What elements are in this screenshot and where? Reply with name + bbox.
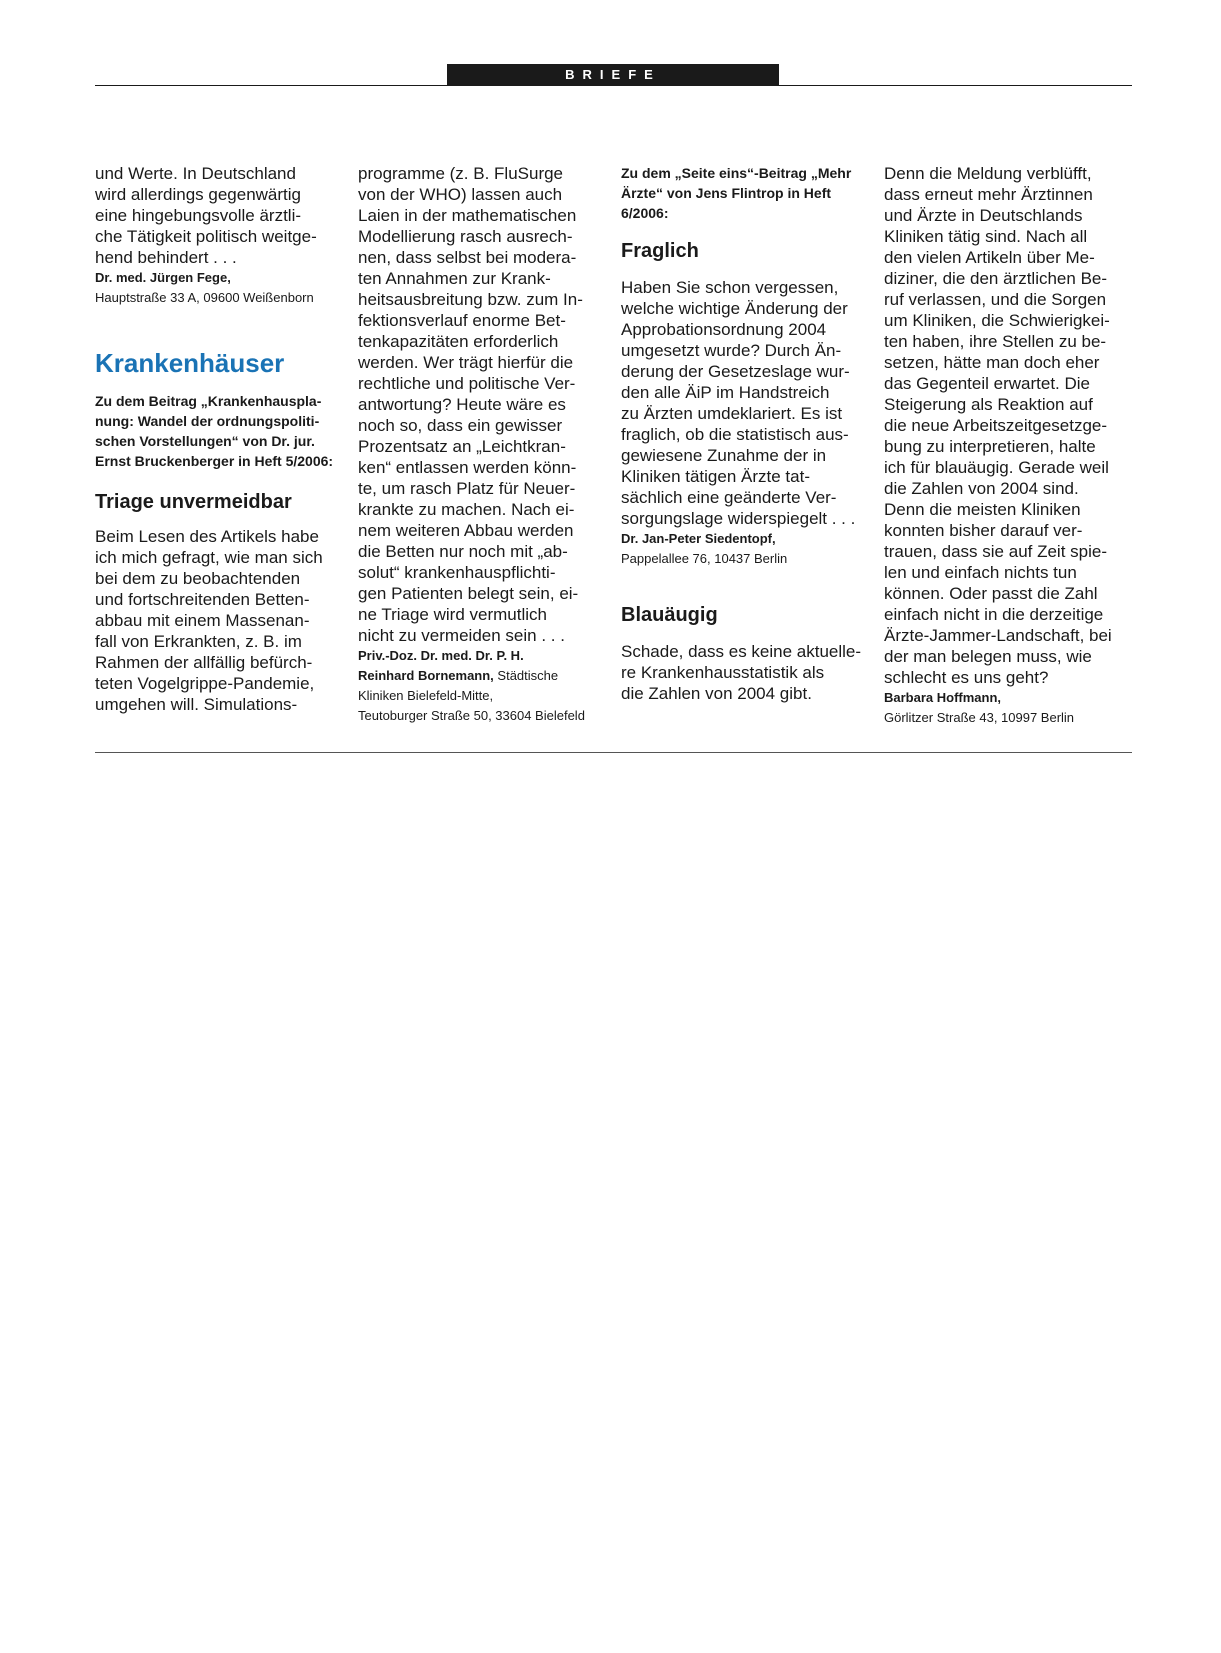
letter-body: programme (z. B. FluSurge von der WHO) lassen auch Laien in der mathematischen Modellierung rasch ausrech- nen, dass selbst bei moderа- ten Annahmen zur Krank- heitsausbreitung bzw. zum In- fektionsverlauf enorme Bet- tenkapazitäten erforderlich werden. Wer trägt hierfür die rechtliche und politische Ver- antwortung? Heute wäre es noch so, dass ein gewisser Prozentsatz an „Leichtkran- ken“ entlassen werden könn- te, um rasch Platz für Neuer- krankte zu machen. Nach ei- nem weiteren Abbau werden die Betten nur noch mit „ab- solut“ krankenhauspflichti- gen Patienten belegt sein, ei- ne Triage wird vermutlich nicht zu vermeiden sein . . . bbox=[358, 164, 583, 645]
letter-headline: Blauäugig bbox=[621, 604, 718, 626]
footer-rule bbox=[95, 752, 1132, 753]
signature-address: Pappelallee 76, 10437 Berlin bbox=[621, 551, 788, 566]
article-reference: Zu dem Beitrag „Krankenhauspla- nung: Wandel der ordnungspoliti- schen Vorstellungen“ von Dr. jur. Ernst Bruckenberger in Heft 5/2006: bbox=[95, 393, 334, 469]
column-3 bbox=[621, 163, 873, 704]
letter-body: Beim Lesen des Artikels habe ich mich gefragt, wie man sich bei dem zu beobachtenden und fortschreitenden Betten- abbau mit einem Massenan- fall von Erkrankten, z. B. im Rahmen der allfällig befürch- teten Vogelgrippe-Pandemie, umgehen will. Simulations- bbox=[95, 527, 323, 714]
letter-signature bbox=[884, 688, 1136, 728]
letter-signature bbox=[95, 268, 347, 308]
signature-address: Görlitzer Straße 43, 10997 Berlin bbox=[884, 710, 1075, 725]
signature-address: Kliniken Bielefeld-Mitte, Teutoburger Straße 50, 33604 Bielefeld bbox=[358, 688, 585, 723]
column-1 bbox=[95, 163, 347, 715]
column-4 bbox=[884, 163, 1136, 728]
column-2 bbox=[358, 163, 610, 726]
signature-name: Reinhard Bornemann, bbox=[358, 668, 494, 683]
letter-signature bbox=[358, 646, 610, 726]
section-title: Krankenhäuser bbox=[95, 348, 285, 378]
signature-name: Priv.-Doz. Dr. med. Dr. P. H. bbox=[358, 648, 524, 663]
article-reference: Zu dem „Seite eins“-Beitrag „Mehr Ärzte“ von Jens Flintrop in Heft 6/2006: bbox=[621, 165, 852, 221]
signature-name: Dr. med. Jürgen Fege, bbox=[95, 270, 231, 285]
letter-signature bbox=[621, 529, 873, 569]
signature-name: Dr. Jan-Peter Siedentopf, bbox=[621, 531, 776, 546]
letter-body: Denn die Meldung verblüfft, dass erneut mehr Ärztinnen und Ärzte in Deutschlands Kliniken tätig sind. Nach all den vielen Artikeln über Me- diziner, die den ärztlichen Be- ruf verlassen, und die Sorgen um Kliniken, die Schwierigkei- ten haben, ihre Stellen zu be- setzen, hätte man doch eher das Gegenteil erwartet. Die Steigerung als Reaktion auf die neue Arbeitszeitgesetzge- bung zu interpretieren, halte ich für blauäugig. Gerade weil die Zahlen von 2004 sind. Denn die meisten Kliniken konnten bisher darauf ver- trauen, dass sie auf Zeit spie- len und einfach nichts tun können. Oder passt die Zahl einfach nicht in die derzeitige Ärzte-Jammer-Landschaft, bei der man belegen muss, wie schlecht es uns geht? bbox=[884, 164, 1112, 687]
letter-body: Haben Sie schon vergessen, welche wichtige Änderung der Approbationsordnung 2004 umgesetzt wurde? Durch Än- derung der Gesetzeslage wur- den alle ÄiP im Handstreich zu Ärzten umdeklariert. Es ist fraglich, ob die statistisch aus- gewiesene Zunahme der in Kliniken tätigen Ärzte tat- sächlich eine geänderte Ver- sorgungslage widerspiegelt . . . bbox=[621, 278, 856, 528]
signature-address: Hauptstraße 33 A, 09600 Weißenborn bbox=[95, 290, 314, 305]
signature-institution: Städtische bbox=[493, 668, 559, 683]
section-label: BRIEFE bbox=[447, 64, 779, 85]
letter-headline: Fraglich bbox=[621, 240, 699, 262]
letter-body-end: und Werte. In Deutschland wird allerdings gegenwärtig eine hingebungsvolle ärztli- che Tätigkeit politisch weitge- hend behindert . . . bbox=[95, 164, 317, 267]
letter-body: Schade, dass es keine aktuelle- re Krankenhausstatistik als die Zahlen von 2004 gibt. bbox=[621, 642, 862, 703]
header-rule bbox=[95, 85, 1132, 86]
signature-name: Barbara Hoffmann, bbox=[884, 690, 1002, 705]
letter-headline: Triage unvermeidbar bbox=[95, 491, 292, 513]
